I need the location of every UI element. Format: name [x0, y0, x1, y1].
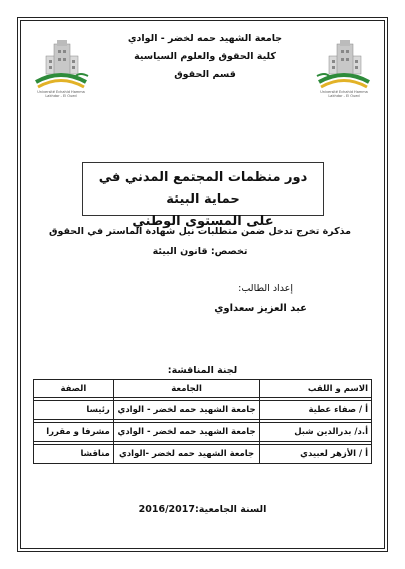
university-logo-right	[315, 32, 373, 98]
member-role: مناقشا	[34, 445, 114, 464]
thesis-title-box	[82, 162, 324, 229]
logo-caption: Université Echahid Hamma Lakhdar - El Oued	[37, 90, 85, 98]
student-label: إعداد الطالب:	[238, 283, 293, 294]
member-university: جامعة الشهيد حمه لخضر -الوادي	[113, 445, 260, 464]
thesis-title-line-1: دور منظمات المجتمع المدني في حماية البيئة	[98, 170, 308, 207]
committee-table	[33, 379, 372, 464]
table-row	[34, 423, 372, 442]
member-university: جامعة الشهيد حمه لخضر - الوادي	[113, 423, 260, 442]
member-role: مشرفا و مقررا	[34, 423, 114, 442]
academic-year: السنة الجامعية:2016/2017	[138, 504, 267, 515]
thesis-specialty: تخصص: قانون البيئة	[152, 246, 248, 257]
committee-title: لجنة المناقشة:	[167, 365, 238, 376]
member-role: رئيسا	[34, 401, 114, 420]
logo-caption: Université Echahid Hamma Lakhdar - El Oued	[320, 90, 368, 98]
table-row	[34, 401, 372, 420]
table-row	[34, 445, 372, 464]
member-name: أ.د/ بدرالدين شبل	[260, 423, 372, 442]
student-name: عبد العزيز سعداوي	[214, 303, 307, 314]
member-university: جامعة الشهيد حمه لخضر - الوادي	[113, 401, 260, 420]
faculty-name: كلية الحقوق والعلوم السياسية	[134, 51, 276, 62]
header-name: الاسم و اللقب	[260, 380, 372, 398]
department-name: قسم الحقوق	[174, 69, 236, 80]
university-logo-left	[32, 32, 90, 98]
thesis-title-line-2: على المستوى الوطني	[132, 214, 274, 229]
thesis-purpose: مذكرة تخرج تدخل ضمن متطلبات نيل شهادة الماستر في الحقوق	[49, 226, 351, 237]
institution-header	[100, 30, 310, 84]
member-name: أ / الأزهر لعبيدي	[260, 445, 372, 464]
header-university: الجامعة	[113, 380, 260, 398]
member-name: أ / صفاء عطية	[260, 401, 372, 420]
committee-header-row	[34, 380, 372, 398]
header-role: الصفة	[34, 380, 114, 398]
university-name: جامعة الشهيد حمه لخضر - الوادي	[127, 33, 283, 44]
